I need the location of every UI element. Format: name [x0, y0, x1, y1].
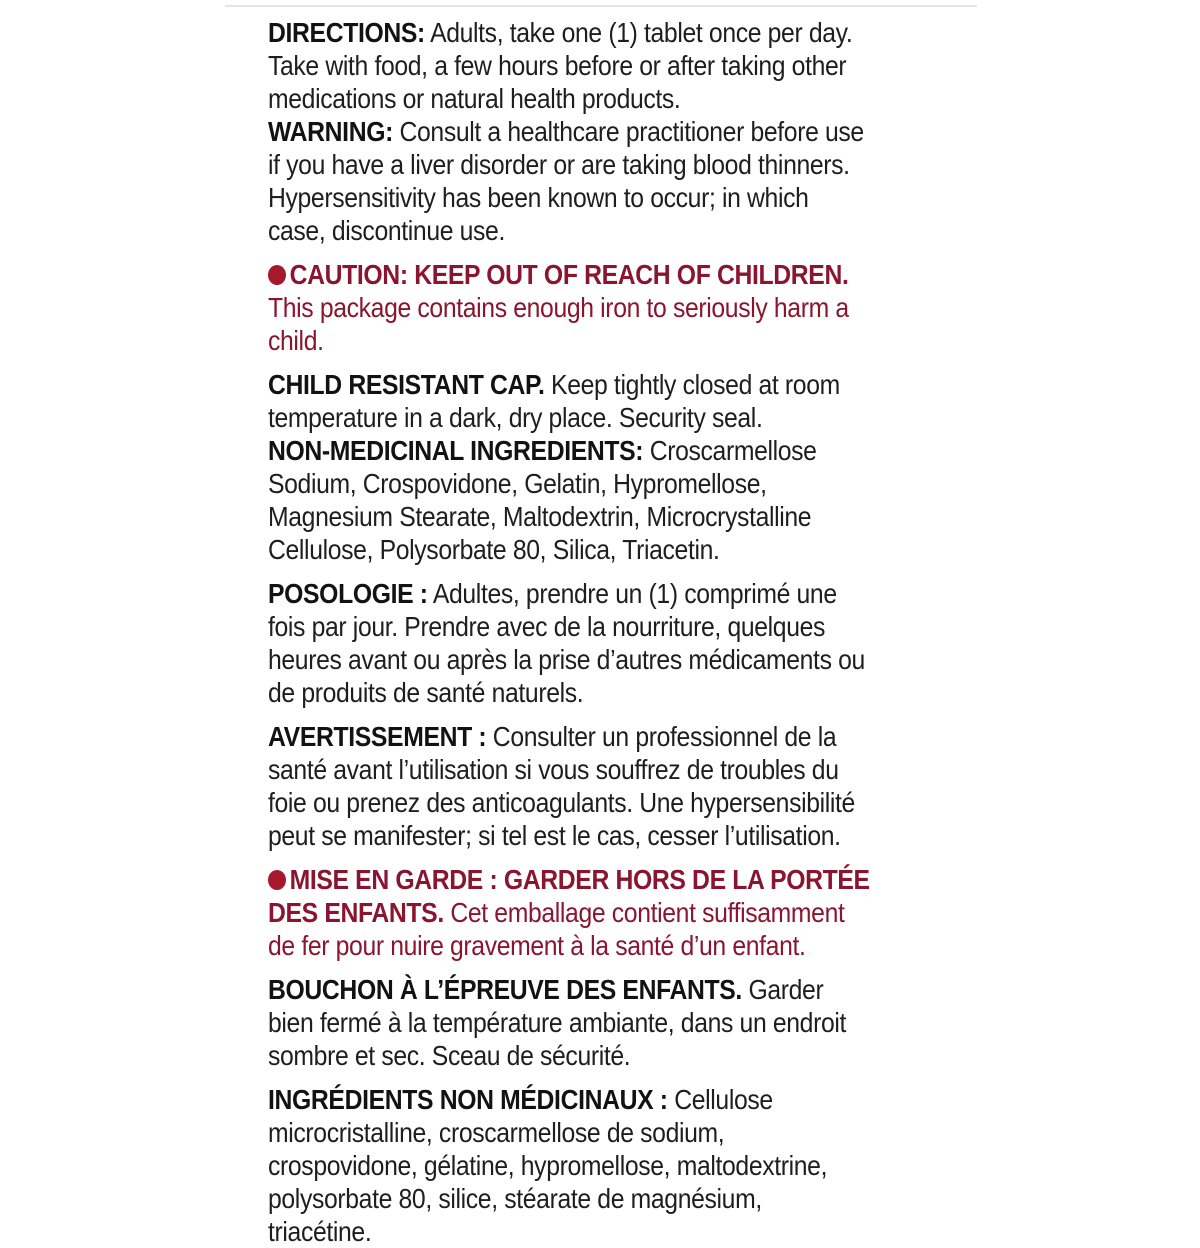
warning-paragraph-en: [268, 115, 871, 247]
cap-section-en: [268, 368, 871, 434]
warning-section-en: [268, 115, 871, 247]
warning-paragraph-fr: [268, 720, 871, 852]
ingredients-text-fr: Cellulose microcristalline, croscarmellose de sodium, crospovidone, gélatine, hypromellose, maltodextrine, polysorbate 80, silice, stéarate de magnésium, triacétine.: [268, 1084, 828, 1247]
cap-paragraph-en: [268, 368, 871, 434]
warning-heading-fr: AVERTISSEMENT :: [268, 721, 487, 752]
caution-section-en: [268, 258, 871, 357]
ingredients-heading-fr: INGRÉDIENTS NON MÉDICINAUX :: [268, 1084, 668, 1115]
ingredients-paragraph-fr: [268, 1083, 871, 1248]
caution-heading-fr: MISE EN GARDE : GARDER HORS DE LA PORTÉE DES ENFANTS.: [268, 864, 870, 928]
directions-paragraph-fr: [268, 577, 871, 709]
warning-section-fr: [268, 720, 871, 852]
cap-heading-fr: BOUCHON À L’ÉPREUVE DES ENFANTS.: [268, 974, 742, 1005]
directions-text-fr: Adultes, prendre un (1) comprimé une fois par jour. Prendre avec de la nourriture, quelques heures avant ou après la prise d’autres médicaments ou de produits de santé naturels.: [268, 578, 865, 708]
caution-paragraph-en: [268, 258, 871, 357]
caution-paragraph-fr: [268, 863, 871, 962]
caution-bullet-icon: [268, 870, 286, 890]
caution-text-fr: Cet emballage contient suffisamment de fer pour nuire gravement à la santé d’un enfant.: [268, 897, 845, 961]
caution-heading-en: CAUTION: KEEP OUT OF REACH OF CHILDREN.: [289, 259, 849, 290]
directions-text-en: Adults, take one (1) tablet once per day. Take with food, a few hours before or after taking other medications or natural health products.: [268, 17, 853, 114]
top-divider: [225, 5, 977, 7]
caution-text-en: This package contains enough iron to seriously harm a child.: [268, 292, 849, 356]
warning-heading-en: WARNING:: [268, 116, 393, 147]
caution-section-fr: [268, 863, 871, 962]
ingredients-section-en: [268, 434, 871, 566]
caution-bullet-icon: [268, 265, 286, 285]
warning-text-en: Consult a healthcare practitioner before use if you have a liver disorder or are taking blood thinners. Hypersensitivity has been known to occur; in which case, discontinue use.: [268, 116, 864, 246]
cap-paragraph-fr: [268, 973, 871, 1072]
product-label-panel: [268, 16, 871, 1248]
directions-heading-fr: POSOLOGIE :: [268, 578, 428, 609]
cap-section-fr: [268, 973, 871, 1072]
directions-heading-en: DIRECTIONS:: [268, 17, 425, 48]
ingredients-text-en: Croscarmellose Sodium, Crospovidone, Gelatin, Hypromellose, Magnesium Stearate, Maltodextrin, Microcrystalline Cellulose, Polysorbate 80, Silica, Triacetin.: [268, 435, 817, 565]
directions-section-fr: [268, 577, 871, 709]
directions-section-en: [268, 16, 871, 115]
ingredients-paragraph-en: [268, 434, 871, 566]
cap-text-en: Keep tightly closed at room temperature in a dark, dry place. Security seal.: [268, 369, 840, 433]
ingredients-section-fr: [268, 1083, 871, 1248]
directions-paragraph-en: [268, 16, 871, 115]
ingredients-heading-en: NON-MEDICINAL INGREDIENTS:: [268, 435, 644, 466]
cap-heading-en: CHILD RESISTANT CAP.: [268, 369, 545, 400]
warning-text-fr: Consulter un professionnel de la santé avant l’utilisation si vous souffrez de troubles du foie ou prenez des anticoagulants. Une hypersensibilité peut se manifester; si tel est le cas, cesser l’utilisation.: [268, 721, 855, 851]
cap-text-fr: Garder bien fermé à la température ambiante, dans un endroit sombre et sec. Sceau de sécurité.: [268, 974, 847, 1071]
